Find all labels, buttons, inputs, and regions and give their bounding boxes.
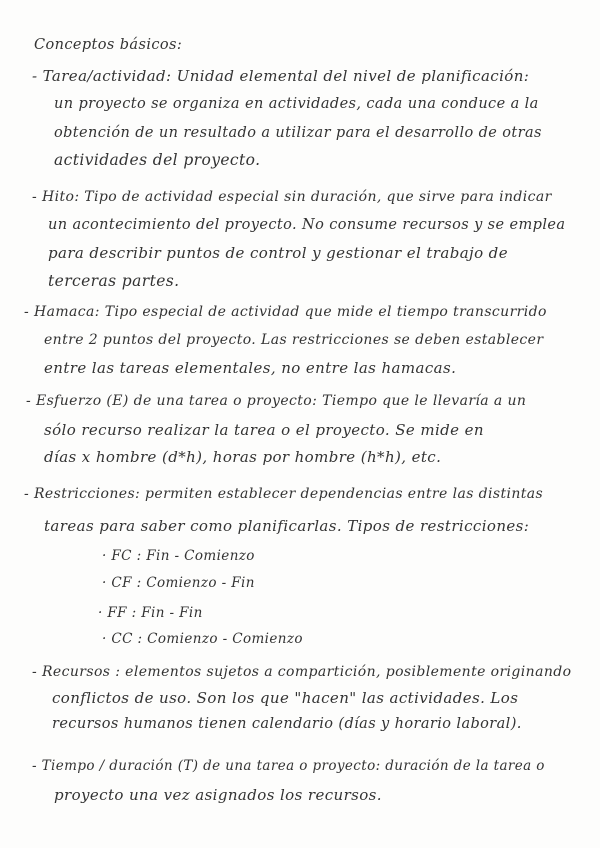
note-line: - Recursos : elementos sujetos a compartición, posiblemente originando — [32, 664, 572, 680]
note-line: obtención de un resultado a utilizar para el desarrollo de otras — [54, 125, 542, 141]
note-line: - Tarea/actividad: Unidad elemental del nivel de planificación: — [32, 67, 530, 85]
note-line: - Hamaca: Tipo especial de actividad que mide el tiempo transcurrido — [24, 304, 547, 320]
note-line: entre 2 puntos del proyecto. Las restricciones se deben establecer — [44, 332, 544, 348]
note-line: proyecto una vez asignados los recursos. — [54, 786, 382, 804]
restriction-item: · FC : Fin - Comienzo — [102, 548, 255, 564]
restriction-item: · FF : Fin - Fin — [98, 605, 203, 621]
note-line: entre las tareas elementales, no entre las hamacas. — [44, 359, 457, 377]
note-line: recursos humanos tienen calendario (días y horario laboral). — [52, 716, 522, 732]
note-line: terceras partes. — [48, 272, 180, 290]
restriction-item: · CF : Comienzo - Fin — [102, 575, 255, 591]
note-line: actividades del proyecto. — [54, 151, 261, 169]
note-line: - Hito: Tipo de actividad especial sin duración, que sirve para indicar — [32, 189, 552, 205]
note-line: días x hombre (d*h), horas por hombre (h*h), etc. — [44, 448, 442, 466]
note-line: un proyecto se organiza en actividades, cada una conduce a la — [54, 96, 539, 112]
note-line: sólo recurso realizar la tarea o el proyecto. Se mide en — [44, 421, 484, 439]
note-line: un acontecimiento del proyecto. No consume recursos y se emplea — [48, 217, 566, 233]
note-line: - Tiempo / duración (T) de una tarea o proyecto: duración de la tarea o — [32, 758, 545, 774]
restriction-item: · CC : Comienzo - Comienzo — [102, 631, 303, 647]
note-line: - Esfuerzo (E) de una tarea o proyecto: Tiempo que le llevaría a un — [26, 393, 527, 409]
note-line: - Restricciones: permiten establecer dependencias entre las distintas — [24, 486, 544, 502]
note-line: para describir puntos de control y gestionar el trabajo de — [48, 244, 508, 262]
note-line: tareas para saber como planificarlas. Tipos de restricciones: — [44, 517, 530, 535]
notes-title: Conceptos básicos: — [34, 37, 183, 53]
note-line: conflictos de uso. Son los que "hacen" las actividades. Los — [52, 689, 519, 707]
